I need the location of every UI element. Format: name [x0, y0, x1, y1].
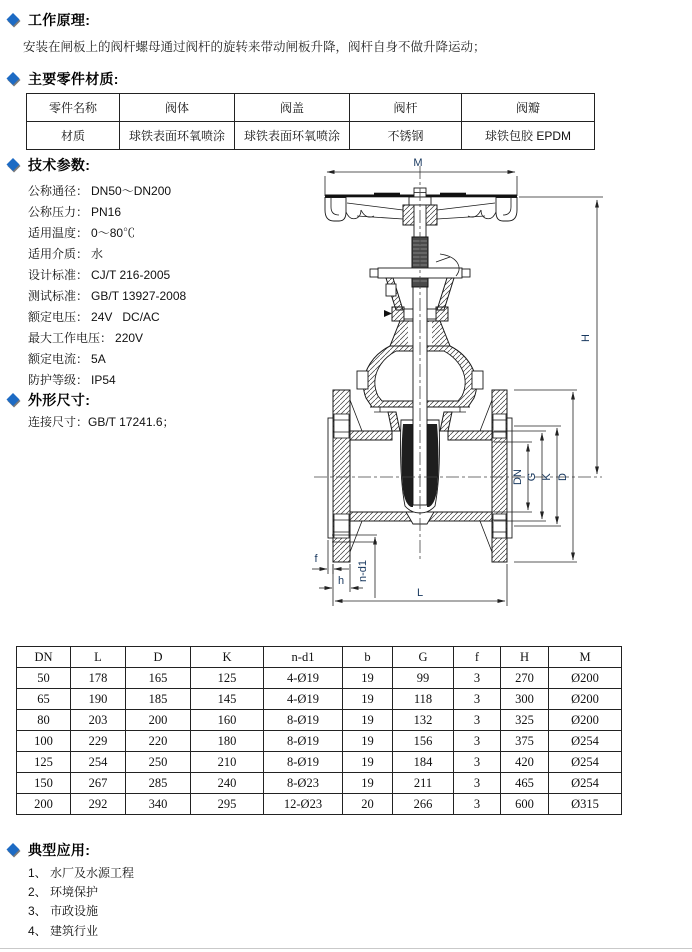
- table-cell: 19: [343, 710, 393, 731]
- connection-size-text: 连接尺寸：GB/T 17241.6；: [28, 415, 175, 429]
- table-cell: 3: [454, 710, 501, 731]
- table-cell: 160: [191, 710, 264, 731]
- page-bottom-divider: [0, 948, 692, 949]
- table-cell: 8-Ø19: [264, 731, 343, 752]
- table-cell: 19: [343, 668, 393, 689]
- tech-param-value: 220V: [115, 331, 144, 345]
- table-cell: 184: [393, 752, 454, 773]
- tech-param-label: 最大工作电压：: [28, 331, 113, 345]
- materials-col-header: 零件名称: [27, 94, 120, 122]
- table-row: [17, 731, 622, 752]
- table-cell: 250: [126, 752, 191, 773]
- table-cell: 100: [17, 731, 71, 752]
- applications-list: [28, 864, 134, 941]
- valve-drawing: [300, 150, 690, 630]
- table-cell: 20: [343, 794, 393, 815]
- table-cell: 125: [17, 752, 71, 773]
- materials-col-header: 阀盖: [235, 94, 350, 122]
- table-cell: 8-Ø19: [264, 752, 343, 773]
- tech-param-row: [28, 244, 186, 265]
- table-cell: 4-Ø19: [264, 689, 343, 710]
- dimension-col-header: D: [126, 647, 191, 668]
- table-cell: 3: [454, 752, 501, 773]
- table-cell: 295: [191, 794, 264, 815]
- materials-data-row: [27, 122, 595, 150]
- table-cell: 3: [454, 731, 501, 752]
- materials-cell: 不锈钢: [350, 122, 462, 150]
- dimension-col-header: f: [454, 647, 501, 668]
- table-cell: 375: [501, 731, 549, 752]
- tech-param-row: [28, 307, 186, 328]
- table-cell: 19: [343, 689, 393, 710]
- dim-label-l: L: [416, 587, 424, 599]
- table-cell: 200: [126, 710, 191, 731]
- table-cell: 180: [191, 731, 264, 752]
- dimension-col-header: n-d1: [264, 647, 343, 668]
- table-cell: 203: [71, 710, 126, 731]
- table-cell: 125: [191, 668, 264, 689]
- materials-header-row: [27, 94, 595, 122]
- tech-param-label: 额定电流：: [28, 352, 89, 366]
- table-cell: 4-Ø19: [264, 668, 343, 689]
- section-dimensions: [5, 390, 90, 410]
- section-working-principle: [5, 10, 90, 30]
- tech-param-row: [28, 202, 186, 223]
- table-cell: Ø254: [549, 773, 622, 794]
- tech-param-row: [28, 223, 186, 244]
- tech-param-row: [28, 328, 186, 349]
- table-cell: 240: [191, 773, 264, 794]
- table-cell: 267: [71, 773, 126, 794]
- table-cell: 165: [126, 668, 191, 689]
- materials-col-header: 阀杆: [350, 94, 462, 122]
- tech-param-value: 0～80℃: [91, 226, 136, 240]
- table-cell: 465: [501, 773, 549, 794]
- tech-param-value: PN16: [91, 205, 122, 219]
- dim-label-h-small: h: [337, 575, 345, 587]
- table-cell: Ø200: [549, 689, 622, 710]
- tech-param-value: CJ/T 216-2005: [91, 268, 171, 282]
- tech-param-value: 24V DC/AC: [91, 310, 160, 324]
- diamond-bullet-icon: [5, 157, 21, 173]
- application-item: 4、 建筑行业: [28, 923, 99, 938]
- dimension-col-header: L: [71, 647, 126, 668]
- dimension-col-header: G: [393, 647, 454, 668]
- table-cell: 190: [71, 689, 126, 710]
- table-cell: 3: [454, 668, 501, 689]
- dim-label-d: D: [557, 473, 569, 481]
- section-title: 技术参数:: [28, 157, 91, 173]
- dimension-col-header: DN: [17, 647, 71, 668]
- dimension-table: [16, 646, 622, 815]
- section-materials: [5, 69, 119, 89]
- table-cell: 211: [393, 773, 454, 794]
- tech-param-label: 额定电压：: [28, 310, 89, 324]
- application-item: 1、 水厂及水源工程: [28, 866, 135, 880]
- tech-param-label: 适用介质：: [28, 247, 89, 261]
- table-cell: 8-Ø23: [264, 773, 343, 794]
- dimension-col-header: M: [549, 647, 622, 668]
- table-cell: 80: [17, 710, 71, 731]
- table-cell: 3: [454, 794, 501, 815]
- section-title: 工作原理:: [28, 12, 91, 28]
- working-principle-text: 安装在闸板上的阀杆螺母通过阀杆的旋转来带动闸板升降，阀杆自身不做升降运动；: [23, 40, 486, 54]
- table-row: [17, 794, 622, 815]
- dim-label-m: M: [413, 157, 423, 169]
- diamond-bullet-icon: [5, 842, 21, 858]
- table-cell: 285: [126, 773, 191, 794]
- table-cell: 3: [454, 689, 501, 710]
- table-cell: 292: [71, 794, 126, 815]
- section-applications: [5, 840, 90, 860]
- table-cell: 300: [501, 689, 549, 710]
- dim-label-g: G: [526, 472, 538, 482]
- table-cell: 600: [501, 794, 549, 815]
- tech-param-label: 防护等级：: [28, 373, 89, 387]
- table-row: [17, 773, 622, 794]
- table-cell: 50: [17, 668, 71, 689]
- diamond-bullet-icon: [5, 392, 21, 408]
- table-cell: 254: [71, 752, 126, 773]
- materials-cell: 球铁包胶 EPDM: [462, 122, 595, 150]
- materials-col-header: 阀体: [120, 94, 235, 122]
- table-cell: 150: [17, 773, 71, 794]
- dim-label-f: f: [314, 553, 318, 565]
- materials-cell: 球铁表面环氧喷涂: [120, 122, 235, 150]
- tech-param-label: 适用温度：: [28, 226, 89, 240]
- table-cell: 270: [501, 668, 549, 689]
- table-cell: Ø200: [549, 710, 622, 731]
- tech-param-row: [28, 181, 186, 202]
- table-cell: 229: [71, 731, 126, 752]
- tech-param-row: [28, 370, 186, 391]
- diamond-bullet-icon: [5, 12, 21, 28]
- materials-table: [26, 93, 595, 150]
- materials-col-header: 阀瓣: [462, 94, 595, 122]
- table-row: [17, 689, 622, 710]
- table-cell: 19: [343, 731, 393, 752]
- tech-param-value: IP54: [91, 373, 116, 387]
- table-cell: Ø254: [549, 752, 622, 773]
- table-cell: 118: [393, 689, 454, 710]
- tech-param-label: 测试标准：: [28, 289, 89, 303]
- table-cell: 19: [343, 752, 393, 773]
- tech-param-label: 公称通径：: [28, 184, 89, 198]
- dimension-col-header: b: [343, 647, 393, 668]
- table-cell: 99: [393, 668, 454, 689]
- table-cell: 210: [191, 752, 264, 773]
- table-cell: 145: [191, 689, 264, 710]
- tech-param-row: [28, 286, 186, 307]
- tech-param-value: 5A: [91, 352, 106, 366]
- tech-param-value: GB/T 13927-2008: [91, 289, 187, 303]
- table-row: [17, 668, 622, 689]
- table-cell: 325: [501, 710, 549, 731]
- diamond-bullet-icon: [5, 71, 21, 87]
- table-cell: 3: [454, 773, 501, 794]
- dimension-col-header: H: [501, 647, 549, 668]
- table-cell: 200: [17, 794, 71, 815]
- tech-params-list: [28, 181, 186, 391]
- tech-param-label: 公称压力：: [28, 205, 89, 219]
- dim-label-dn: DN: [512, 469, 524, 485]
- application-item: 3、 市政设施: [28, 904, 99, 919]
- table-cell: 156: [393, 731, 454, 752]
- table-cell: Ø315: [549, 794, 622, 815]
- dimension-table-header-row: [17, 647, 622, 668]
- dim-label-h: H: [580, 334, 592, 342]
- table-cell: 220: [126, 731, 191, 752]
- table-cell: 340: [126, 794, 191, 815]
- dim-label-n-d1: n-d1: [357, 559, 369, 583]
- tech-param-label: 设计标准：: [28, 268, 89, 282]
- section-tech-params: [5, 155, 90, 175]
- table-cell: 178: [71, 668, 126, 689]
- table-cell: 12-Ø23: [264, 794, 343, 815]
- section-title: 外形尺寸:: [28, 392, 91, 408]
- application-item: 2、 环境保护: [28, 885, 99, 900]
- materials-cell: 球铁表面环氧喷涂: [235, 122, 350, 150]
- tech-param-value: 水: [91, 247, 104, 261]
- table-cell: 132: [393, 710, 454, 731]
- table-cell: 19: [343, 773, 393, 794]
- table-cell: 8-Ø19: [264, 710, 343, 731]
- section-title: 主要零件材质:: [28, 71, 119, 87]
- tech-param-row: [28, 265, 186, 286]
- table-cell: 185: [126, 689, 191, 710]
- tech-param-value: DN50～DN200: [91, 184, 172, 198]
- table-cell: 65: [17, 689, 71, 710]
- dim-label-k: K: [541, 473, 553, 481]
- tech-param-row: [28, 349, 186, 370]
- dimension-col-header: K: [191, 647, 264, 668]
- table-cell: Ø200: [549, 668, 622, 689]
- table-row: [17, 752, 622, 773]
- table-cell: 420: [501, 752, 549, 773]
- section-title: 典型应用:: [28, 842, 91, 858]
- table-row: [17, 710, 622, 731]
- table-cell: Ø254: [549, 731, 622, 752]
- table-cell: 266: [393, 794, 454, 815]
- materials-row-label: 材质: [27, 122, 120, 150]
